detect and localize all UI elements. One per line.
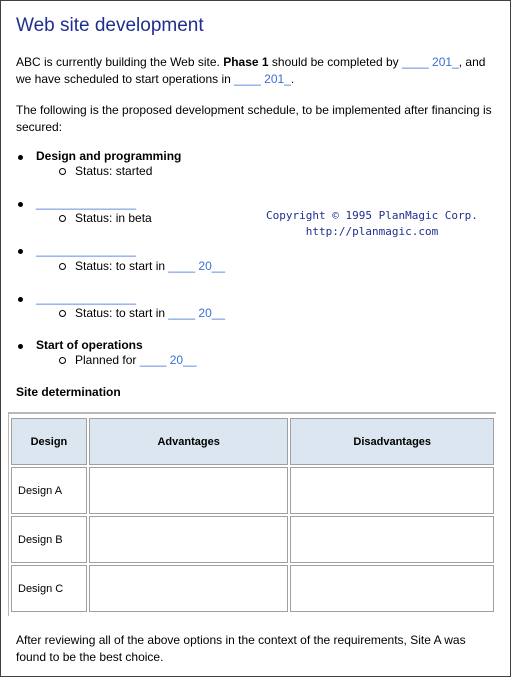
- column-header-design: Design: [11, 418, 87, 465]
- disadvantages-cell[interactable]: [290, 516, 494, 563]
- column-header-advantages: Advantages: [89, 418, 289, 465]
- schedule-sub-item: [59, 164, 152, 178]
- site-table-container: [8, 412, 496, 616]
- conclusion-paragraph: After reviewing all of the above options in the context of the requirements, Site A was found to be the best choice.: [16, 633, 466, 664]
- schedule-sub-item: [59, 211, 152, 225]
- schedule-sub-item: [59, 353, 196, 367]
- schedule-item-label: Design and programming: [36, 149, 182, 163]
- copyright-line: Copyright © 1995 PlanMagic Corp.: [266, 209, 478, 222]
- status-text: Planned for: [75, 353, 140, 367]
- date-blank[interactable]: ____ 20__: [168, 259, 226, 273]
- schedule-sub-item: [59, 306, 225, 320]
- intro-paragraph: [16, 54, 498, 88]
- page-title: Web site development: [16, 15, 204, 36]
- schedule-sub-item: [59, 259, 225, 273]
- operations-date-blank[interactable]: ____ 201_: [234, 72, 291, 86]
- row-label: Design C: [11, 565, 87, 612]
- advantages-cell[interactable]: [89, 565, 289, 612]
- status-text: Status: in beta: [75, 211, 152, 225]
- intro-text-3: , and we have scheduled to start operations in: [16, 55, 486, 86]
- table-row: [11, 565, 494, 612]
- table-row: [11, 467, 494, 514]
- intro-text-1: ABC is currently building the Web site.: [16, 55, 224, 69]
- date-blank[interactable]: ____ 20__: [139, 353, 197, 367]
- schedule-item-label: Start of operations: [36, 338, 143, 352]
- date-blank[interactable]: ____ 20__: [168, 306, 226, 320]
- row-label: Design B: [11, 516, 87, 563]
- row-label: Design A: [11, 467, 87, 514]
- schedule-intro: The following is the proposed development schedule, to be implemented after financing is secured:: [16, 103, 492, 134]
- completion-date-blank[interactable]: ____ 201_: [402, 55, 459, 69]
- section-heading: Site determination: [16, 385, 121, 399]
- schedule-item-blank[interactable]: _______________: [36, 196, 137, 210]
- table-header-row: [11, 418, 494, 465]
- column-header-disadvantages: Disadvantages: [290, 418, 494, 465]
- schedule-item-blank[interactable]: _______________: [36, 243, 137, 257]
- intro-text-4: .: [290, 72, 295, 86]
- disadvantages-cell[interactable]: [290, 565, 494, 612]
- schedule-item-blank[interactable]: _______________: [36, 291, 137, 305]
- copyright-url[interactable]: http://planmagic.com: [305, 225, 439, 238]
- copyright-notice: [266, 208, 478, 240]
- status-text: Status: to start in: [75, 306, 169, 320]
- intro-text-2: should be completed by: [268, 55, 403, 69]
- phase-label: Phase 1: [223, 55, 269, 69]
- status-text: Status: to start in: [75, 259, 169, 273]
- advantages-cell[interactable]: [89, 467, 289, 514]
- site-determination-table: [9, 416, 496, 614]
- advantages-cell[interactable]: [89, 516, 289, 563]
- disadvantages-cell[interactable]: [290, 467, 494, 514]
- table-row: [11, 516, 494, 563]
- status-text: Status: started: [75, 164, 153, 178]
